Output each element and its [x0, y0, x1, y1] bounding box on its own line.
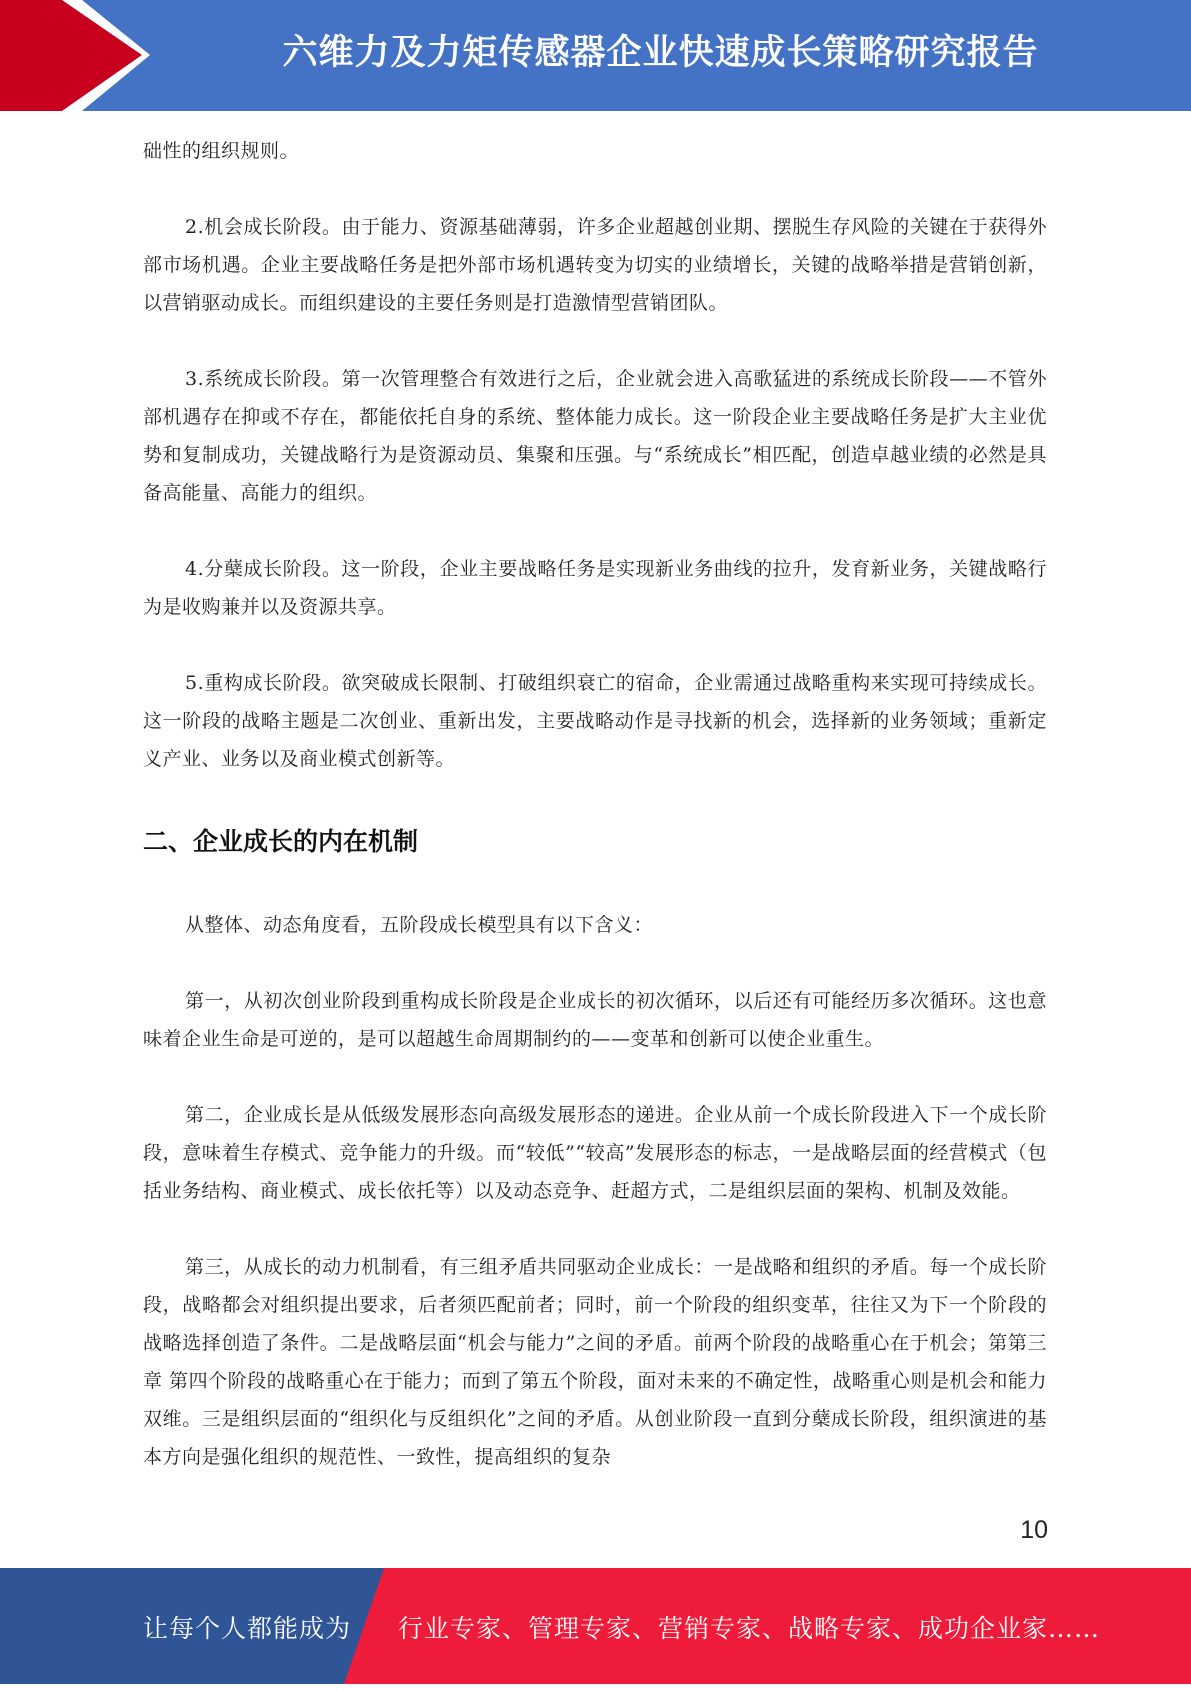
paragraph-tillering-growth: 4.分蘖成长阶段。这一阶段，企业主要战略任务是实现新业务曲线的拉升，发育新业务，关键战略行为是收购兼并以及资源共享。: [143, 558, 1047, 618]
paragraph-system-growth: 3.系统成长阶段。第一次管理整合有效进行之后，企业就会进入高歌猛进的系统成长阶段——不管外部机遇存在抑或不存在，都能依托自身的系统、整体能力成长。这一阶段企业主要战略任务是扩大主业优势和复制成功，关键战略行为是资源动员、集聚和压强。与“系统成长”相匹配，创造卓越业绩的必然是具备高能量、高能力的组织。: [143, 368, 1047, 504]
page-footer: [0, 1568, 1191, 1684]
report-title: 六维力及力矩传感器企业快速成长策略研究报告: [282, 33, 1039, 73]
paragraph-restructuring-growth: 5.重构成长阶段。欲突破成长限制、打破组织衰亡的宿命，企业需通过战略重构来实现可持续成长。这一阶段的战略主题是二次创业、重新出发，主要战略动作是寻找新的机会，选择新的业务领域；重新定义产业、业务以及商业模式创新等。: [143, 672, 1047, 770]
paragraph-second-point: 第二，企业成长是从低级发展形态向高级发展形态的递进。企业从前一个成长阶段进入下一个成长阶段，意味着生存模式、竞争能力的升级。而“较低”“较高”发展形态的标志，一是战略层面的经营模式（包括业务结构、商业模式、成长依托等）以及动态竞争、赶超方式，二是组织层面的架构、机制及效能。: [143, 1104, 1047, 1202]
footer-slogan-right: 行业专家、管理专家、营销专家、战略专家、成功企业家……: [398, 1614, 1101, 1643]
page-header: [0, 0, 1191, 111]
document-body: [143, 132, 1047, 1476]
paragraph-opportunity-growth: 2.机会成长阶段。由于能力、资源基础薄弱，许多企业超越创业期、摆脱生存风险的关键在于获得外部市场机遇。企业主要战略任务是把外部市场机遇转变为切实的业绩增长，关键的战略举措是营销创新，以营销驱动成长。而组织建设的主要任务则是打造激情型营销团队。: [143, 216, 1047, 314]
paragraph-first-point: 第一，从初次创业阶段到重构成长阶段是企业成长的初次循环，以后还有可能经历多次循环。这也意味着企业生命是可逆的，是可以超越生命周期制约的——变革和创新可以使企业重生。: [143, 990, 1047, 1050]
footer-slogan-left: 让每个人都能成为: [143, 1614, 352, 1643]
section-heading: 二、企业成长的内在机制: [143, 827, 419, 856]
paragraph-continuation: 础性的组织规则。: [143, 140, 300, 162]
header-arrow-decoration: [0, 0, 160, 111]
page-number: 10: [1020, 1516, 1048, 1544]
paragraph-third-point: 第三，从成长的动力机制看，有三组矛盾共同驱动企业成长：一是战略和组织的矛盾。每一个成长阶段，战略都会对组织提出要求，后者须匹配前者；同时，前一个阶段的组织变革，往往又为下一个阶段的战略选择创造了条件。二是战略层面“机会与能力”之间的矛盾。前两个阶段的战略重心在于机会；第第三章 第四个阶段的战略重心在于能力；而到了第五个阶段，面对未来的不确定性，战略重心则是机会和能力双维。三是组织层面的“组织化与反组织化”之间的矛盾。从创业阶段一直到分蘖成长阶段，组织演进的基本方向是强化组织的规范性、一致性，提高组织的复杂: [143, 1256, 1047, 1468]
paragraph-model-intro: 从整体、动态角度看，五阶段成长模型具有以下含义：: [185, 914, 654, 936]
